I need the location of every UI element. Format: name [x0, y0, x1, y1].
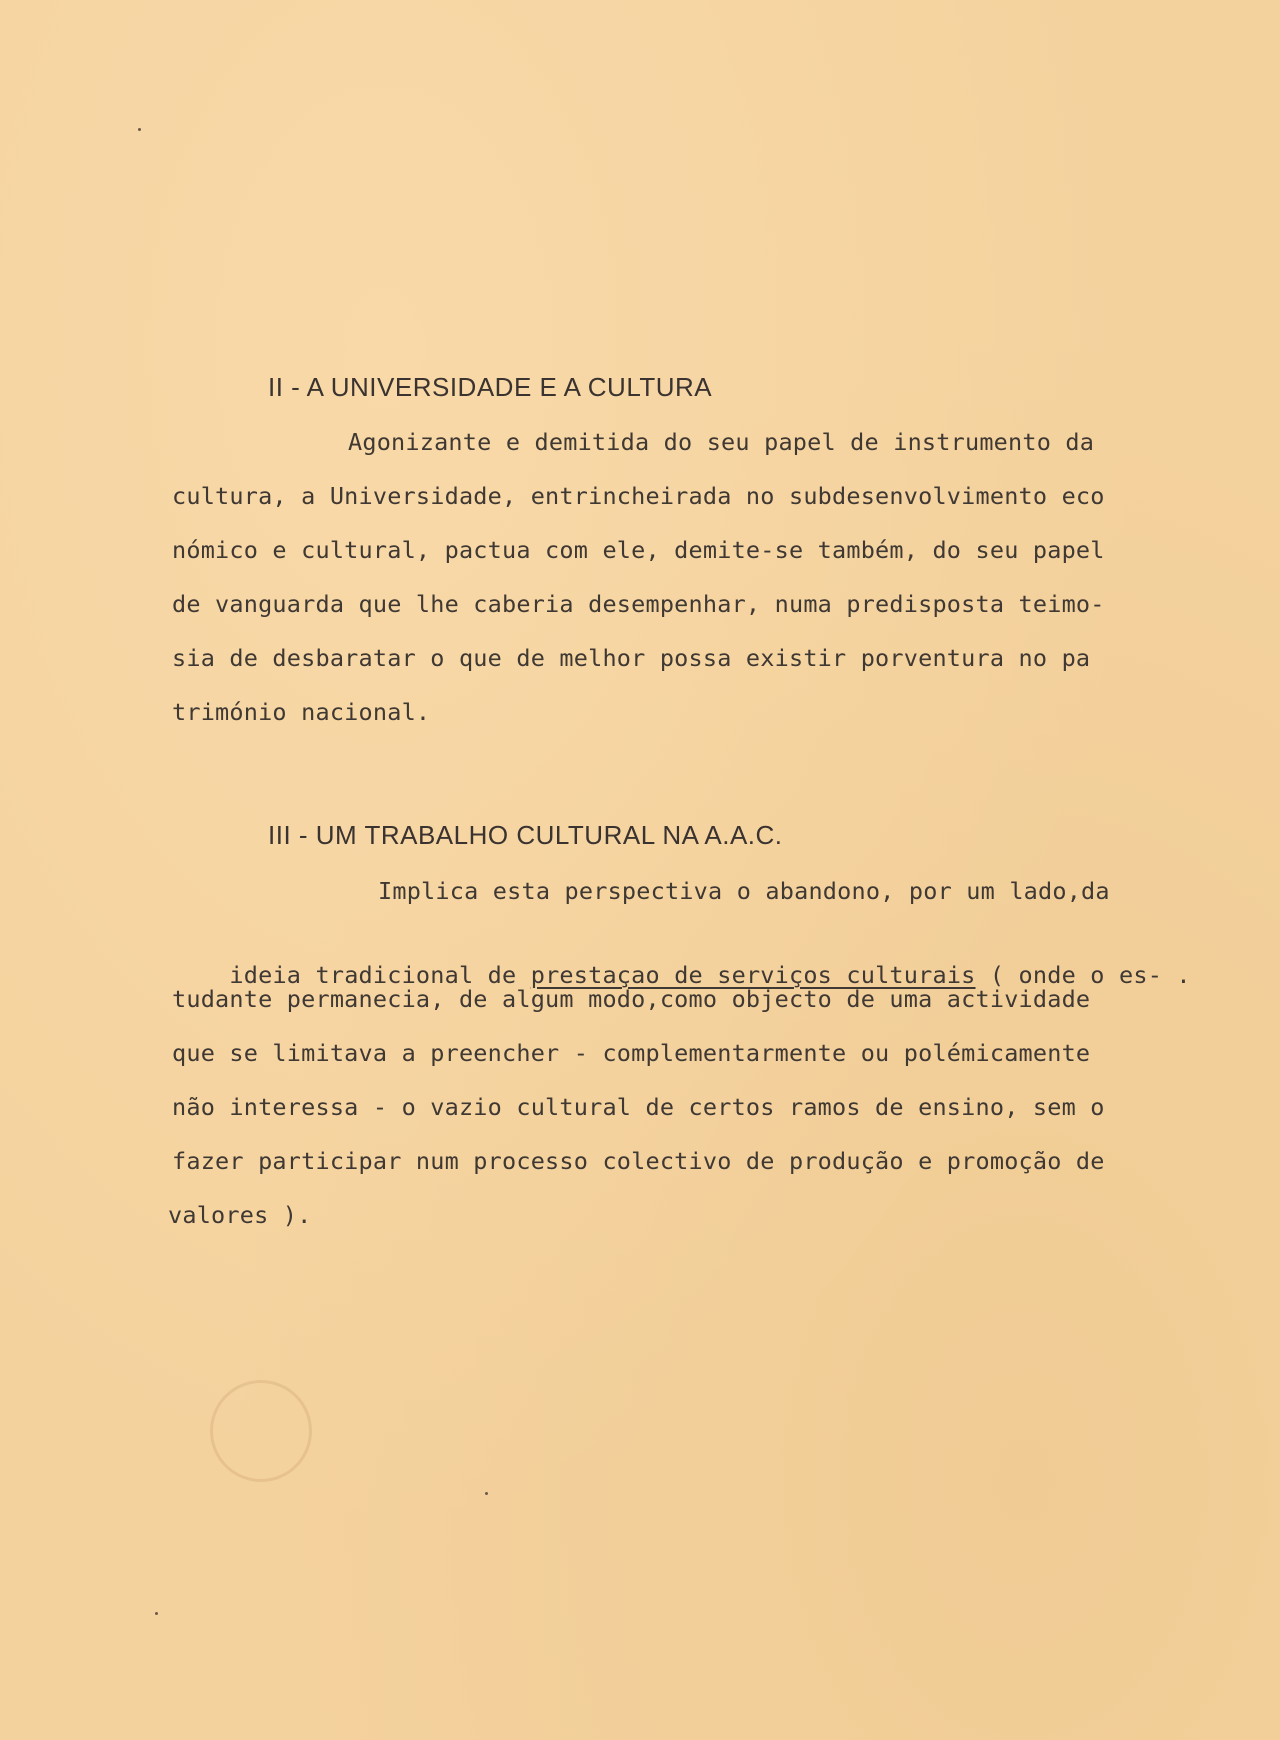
paragraph-line: de vanguarda que lhe caberia desempenhar, numa predisposta teimo-: [172, 590, 1105, 618]
paragraph-line: trimónio nacional.: [172, 698, 431, 726]
paragraph-line: valores ).: [168, 1201, 312, 1229]
section-heading-universidade: II - A UNIVERSIDADE E A CULTURA: [268, 372, 713, 402]
paragraph-line: Agonizante e demitida do seu papel de instrumento da: [348, 428, 1095, 456]
paragraph-line: nómico e cultural, pactua com ele, demite-se também, do seu papel: [172, 536, 1105, 564]
paragraph-line: que se limitava a preencher - complementarmente ou polémicamente: [172, 1039, 1091, 1067]
paragraph-line: fazer participar num processo colectivo de produção e promoção de: [172, 1147, 1105, 1175]
paper-speck: [485, 1492, 488, 1495]
paper-speck: [155, 1612, 158, 1615]
paragraph-line: tudante permanecia, de algum modo,como objecto de uma actividade: [172, 985, 1091, 1013]
underlined-phrase: prestaçao de serviços culturais: [530, 961, 976, 989]
bleed-through-stamp: [210, 1380, 312, 1482]
paragraph-line: Implica esta perspectiva o abandono, por um lado,da: [378, 877, 1110, 905]
paper-speck: [138, 128, 141, 131]
text-segment: ( onde o es- .: [975, 961, 1191, 989]
text-segment: ideia tradicional de: [229, 961, 531, 989]
paragraph-line: cultura, a Universidade, entrincheirada no subdesenvolvimento eco: [172, 482, 1105, 510]
section-heading-trabalho-cultural: III - UM TRABALHO CULTURAL NA A.A.C.: [268, 820, 783, 850]
paragraph-line: sia de desbaratar o que de melhor possa existir porventura no pa: [172, 644, 1091, 672]
paragraph-line: não interessa - o vazio cultural de certos ramos de ensino, sem o: [172, 1093, 1105, 1121]
